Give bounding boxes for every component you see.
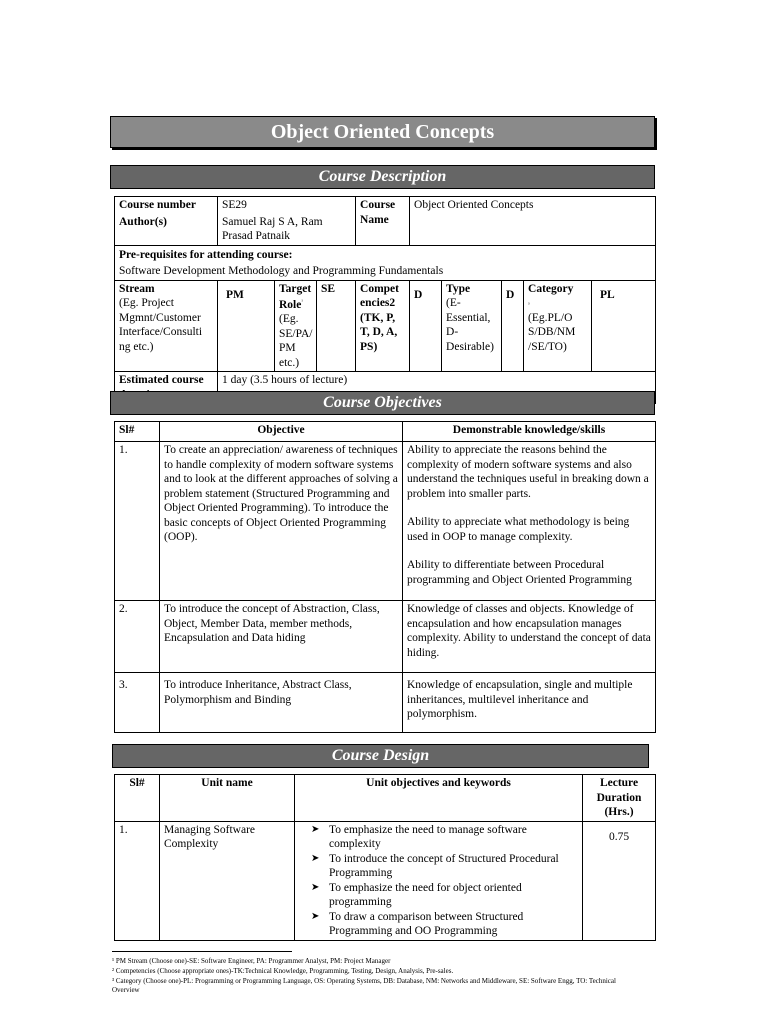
skills-text: Knowledge of classes and objects. Knowledge of encapsulation and how encapsulation manages complexity. Ability to understand the concept of data hiding. xyxy=(403,601,656,673)
authors-label: Author(s) xyxy=(115,214,218,246)
footnote-1: ¹ PM Stream (Choose one)-SE: Software Engineer, PA: Programmer Analyst, PM: Project Manager xyxy=(112,957,391,965)
authors-value: Samuel Raj S A, Ram Prasad Patnaik xyxy=(218,214,356,246)
table-row xyxy=(115,821,656,940)
objective-sl: 3. xyxy=(115,673,160,733)
category-cell xyxy=(524,280,592,372)
target-role-value: SE xyxy=(317,280,356,372)
competencies-label: Compet encies2 (TK, P, T, D, A, PS) xyxy=(356,280,410,372)
skills-cell xyxy=(403,442,656,601)
target-role-detail: (Eg. SE/PA/ PM etc.) xyxy=(279,313,313,369)
target-role-label: Target Role xyxy=(279,282,312,311)
course-name-value: Object Oriented Concepts xyxy=(410,197,656,246)
design-header-sl: Sl# xyxy=(115,775,160,822)
design-header-duration: Lecture Duration (Hrs.) xyxy=(583,775,656,822)
objective-sl: 1. xyxy=(115,442,160,601)
prerequisites-cell xyxy=(115,245,656,280)
type-cell xyxy=(442,280,502,372)
objectives-header-skills: Demonstrable knowledge/skills xyxy=(403,422,656,442)
stream-detail: (Eg. Project Mgmnt/Customer Interface/Consulti ng etc.) xyxy=(119,297,203,353)
objective-text: To create an appreciation/ awareness of techniques to handle complexity of modern software systems and to look at the different approaches of solving a problem statement (Structured Programming and Object Oriented Programming). To introduce the basic concepts of Object Oriented Programming (OOP). xyxy=(160,442,403,601)
objectives-header-objective: Objective xyxy=(160,422,403,442)
unit-objectives-cell xyxy=(295,821,583,940)
objectives-header-sl: Sl# xyxy=(115,422,160,442)
skills-text: Ability to appreciate the reasons behind the complexity of modern software systems and also understand the techniques useful in breaking down a problem into smaller parts. xyxy=(407,444,649,500)
unit-objectives-list xyxy=(299,823,578,939)
course-number-value: SE29 xyxy=(218,197,356,214)
course-name-label: Course Name xyxy=(356,197,410,246)
stream-cell xyxy=(115,280,218,372)
footnote-divider xyxy=(112,951,292,952)
footnote-3: ³ Category (Choose one)-PL: Programming or Programming Language, OS: Operating Systems, DB: Database, NM: Networks and Middleware, SE: Software Engg, TO: Technical Overview xyxy=(112,977,616,994)
list-item: ➤ To draw a comparison between Structured Programming and OO Programming xyxy=(317,910,578,939)
lecture-duration: 0.75 xyxy=(583,821,656,940)
page-title: Object Oriented Concepts xyxy=(110,116,655,148)
stream-value: PM xyxy=(218,280,275,372)
section-header-course-design: Course Design xyxy=(112,744,649,768)
table-row xyxy=(115,442,656,601)
design-sl: 1. xyxy=(115,821,160,940)
list-item: ➤ To emphasize the need for object oriented programming xyxy=(317,881,578,910)
type-value: D xyxy=(502,280,524,372)
duration-label: Estimated course xyxy=(115,372,218,404)
list-item: ➤ To introduce the concept of Structured Procedural Programming xyxy=(317,852,578,881)
table-row xyxy=(115,601,656,673)
category-footnote-mark: ³ xyxy=(528,303,530,308)
course-objectives-table xyxy=(114,421,656,733)
skills-text: Ability to appreciate what methodology is being used in OOP to manage complexity. xyxy=(407,516,630,543)
list-item: ➤ To emphasize the need to manage software complexity xyxy=(317,823,578,852)
table-row xyxy=(115,673,656,733)
type-detail: (E- Essential, D- Desirable) xyxy=(446,297,494,353)
design-header-unit: Unit name xyxy=(160,775,295,822)
course-number-label: Course number xyxy=(115,197,218,214)
category-label: Category xyxy=(528,282,574,295)
section-header-course-description: Course Description xyxy=(110,165,655,189)
footnote-2: ² Competencies (Choose appropriate ones)-TK:Technical Knowledge, Programming, Testing, Design, Analysis, Pre-sales. xyxy=(112,967,454,975)
design-header-objectives: Unit objectives and keywords xyxy=(295,775,583,822)
skills-text: Knowledge of encapsulation, single and multiple inheritances, multilevel inheritance and polymorphism. xyxy=(403,673,656,733)
prerequisites-value: Software Development Methodology and Programming Fundamentals xyxy=(119,264,444,277)
category-value: PL xyxy=(592,280,656,372)
prerequisites-label: Pre-requisites for attending course: xyxy=(119,248,293,261)
type-label: Type xyxy=(446,282,471,295)
duration-value: 1 day (3.5 hours of lecture) xyxy=(218,372,656,404)
objective-text: To introduce the concept of Abstraction, Class, Object, Member Data, member methods, Encapsulation and Data hiding xyxy=(160,601,403,673)
objective-text: To introduce Inheritance, Abstract Class, Polymorphism and Binding xyxy=(160,673,403,733)
skills-text: Ability to differentiate between Procedural programming and Object Oriented Programming xyxy=(407,559,632,586)
course-description-table xyxy=(114,196,656,404)
unit-name: Managing Software Complexity xyxy=(160,821,295,940)
stream-label: Stream xyxy=(119,282,155,295)
category-detail: (Eg.PL/O S/DB/NM /SE/TO) xyxy=(528,311,576,353)
course-design-table xyxy=(114,774,656,941)
objective-sl: 2. xyxy=(115,601,160,673)
section-header-course-objectives: Course Objectives xyxy=(110,391,655,415)
target-role-cell xyxy=(275,280,317,372)
target-role-footnote-mark: ¹ xyxy=(301,300,303,305)
competencies-value: D xyxy=(410,280,442,372)
